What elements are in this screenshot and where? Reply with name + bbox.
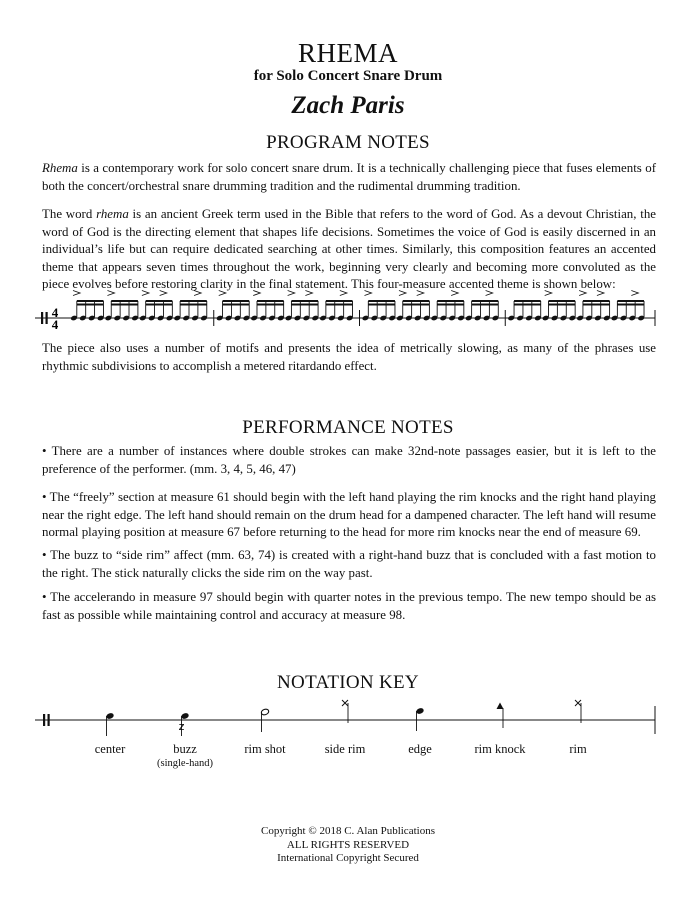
beam-primary	[291, 300, 318, 302]
performance-note-3: • The buzz to “side rim” affect (mm. 63, 74) is created with a right-hand buzz that is concluded with a fast motion to the right. The stick naturally clicks the side rim on the way past.	[42, 548, 656, 580]
p1-text: is a contemporary work for solo concert snare drum. It is a technically challenging piece that fuses elements of both the concert/orchestral snare drumming tradition and the rudimental drumming tradition.	[42, 161, 656, 193]
percussion-clef	[41, 312, 43, 324]
notation-key-label: rim shot	[244, 742, 286, 756]
program-notes-heading: PROGRAM NOTES	[266, 132, 430, 153]
accent-mark	[107, 291, 114, 296]
accent-mark	[597, 291, 604, 296]
accent-mark	[486, 291, 493, 296]
accent-mark	[305, 291, 312, 296]
beam-secondary	[368, 304, 395, 306]
beam-primary	[472, 300, 499, 302]
beam-secondary	[583, 304, 610, 306]
performance-note-4: • The accelerando in measure 97 should begin with quarter notes in the previous tempo. The new tempo should be as fast as possible while maintaining control and accuracy at measure 98.	[42, 590, 656, 622]
program-notes-paragraph-3: The piece also uses a number of motifs and presents the idea of metrically slowing, as many of the phrases use rhythmic subdivisions to accomplish a metered ritardando effect.	[42, 341, 656, 373]
performance-note-2: • The “freely” section at measure 61 should begin with the left hand playing the rim knocks and the right hand playing near the right edge. The left hand should remain on the drum head for a dampened character. The left hand will resume normal playing position at measure 67 before returning to the head for more rim knocks near the end of measure 69.	[42, 490, 656, 539]
international-copyright-line: International Copyright Secured	[277, 852, 419, 864]
beam-secondary	[437, 304, 464, 306]
accent-mark	[219, 291, 226, 296]
composer-name: Zach Paris	[291, 92, 405, 119]
beam-secondary	[146, 304, 173, 306]
percussion-clef	[46, 312, 48, 324]
beam-secondary	[111, 304, 138, 306]
beam-primary	[326, 300, 353, 302]
time-signature-top: 4	[51, 305, 59, 320]
accent-mark	[545, 291, 552, 296]
accent-mark	[399, 291, 406, 296]
theme-staff	[0, 284, 696, 344]
beam-primary	[437, 300, 464, 302]
buzz-z-mark: z	[178, 720, 185, 733]
notation-key-label: edge	[408, 742, 432, 756]
notation-key-label: rim knock	[474, 742, 526, 756]
notation-key-heading: NOTATION KEY	[277, 672, 419, 693]
rights-reserved-line: ALL RIGHTS RESERVED	[286, 838, 410, 851]
beam-primary	[583, 300, 610, 302]
accent-mark	[253, 291, 260, 296]
beam-secondary	[223, 304, 250, 306]
accent-mark	[340, 291, 347, 296]
accent-mark	[288, 291, 295, 296]
beam-primary	[403, 300, 430, 302]
rhema-word-italic: rhema	[96, 207, 129, 221]
beam-secondary	[548, 304, 575, 306]
time-signature-bottom: 4	[51, 317, 59, 332]
beam-primary	[111, 300, 138, 302]
program-notes-paragraph-2	[42, 206, 656, 294]
beam-primary	[548, 300, 575, 302]
performance-note-1: • There are a number of instances where double strokes can make 32nd-note passages easier, but it is left to the preference of the performer. (mm. 3, 4, 5, 46, 47)	[42, 444, 656, 476]
beam-primary	[617, 300, 644, 302]
copyright-line: Copyright © 2018 C. Alan Publications	[261, 825, 435, 837]
beam-primary	[514, 300, 541, 302]
beam-primary	[223, 300, 250, 302]
p2-text-a: The word	[42, 207, 97, 221]
accent-mark	[451, 291, 458, 296]
piece-subtitle: for Solo Concert Snare Drum	[253, 68, 443, 84]
notation-key-label: buzz	[173, 742, 197, 756]
beam-primary	[257, 300, 284, 302]
percussion-clef	[43, 714, 45, 726]
accent-mark	[73, 291, 80, 296]
performance-notes-heading: PERFORMANCE NOTES	[242, 417, 454, 438]
beam-secondary	[291, 304, 318, 306]
percussion-clef	[48, 714, 50, 726]
beam-secondary	[77, 304, 104, 306]
beam-primary	[146, 300, 173, 302]
accent-mark	[194, 291, 201, 296]
accent-mark	[160, 291, 167, 296]
rhema-title-italic: Rhema	[42, 161, 78, 175]
triangle-notehead	[497, 703, 504, 710]
notation-key-label: center	[94, 742, 126, 756]
beam-secondary	[617, 304, 644, 306]
beam-secondary	[180, 304, 207, 306]
accent-mark	[417, 291, 424, 296]
notation-key-label: side rim	[324, 742, 366, 756]
accent-mark	[631, 291, 638, 296]
beam-primary	[180, 300, 207, 302]
beam-secondary	[257, 304, 284, 306]
accent-mark	[579, 291, 586, 296]
beam-secondary	[403, 304, 430, 306]
accent-mark	[365, 291, 372, 296]
p2-text-b: is an ancient Greek term used in the Bible that refers to the word of God. As a devout Christian, the word of God is the directing element that shapes life decisions. Sometimes the voice of God is easily discerned in an individual’s life but can require dedicated searching at other times. Similarly, this composition features an accented theme that appears seven times throughout the work, beginning very clearly and becoming more convoluted as the piece evolves before restoring clarity in the final statement. This four-measure accented theme is shown below:	[42, 207, 656, 291]
beam-secondary	[326, 304, 353, 306]
accent-mark	[142, 291, 149, 296]
beam-primary	[77, 300, 104, 302]
program-notes-paragraph-1	[42, 160, 656, 195]
notation-key-label: rim	[569, 742, 587, 756]
piece-title: RHEMA	[297, 38, 398, 68]
beam-secondary	[514, 304, 541, 306]
beam-secondary	[472, 304, 499, 306]
beam-primary	[368, 300, 395, 302]
notation-key-sublabel: (single-hand)	[157, 758, 213, 769]
